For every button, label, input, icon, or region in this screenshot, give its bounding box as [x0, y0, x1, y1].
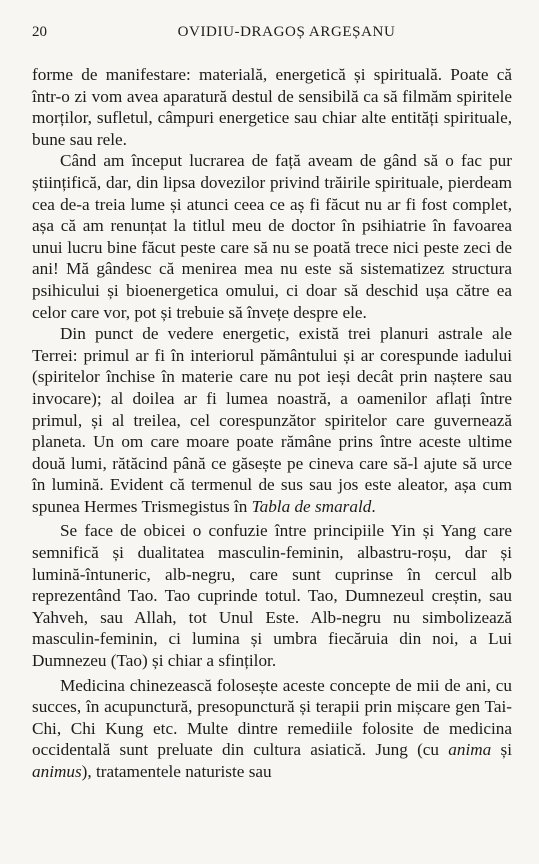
page-number: 20 [32, 24, 47, 40]
running-head: OVIDIU-DRAGOȘ ARGEȘANU [177, 24, 396, 40]
italic-text: animus [32, 762, 82, 781]
italic-text: anima [448, 740, 492, 760]
text-run: Din punct de vedere energetic, există trei planuri astrale ale Terrei: primul ar fi în interiorul pământului și ar corespunde iadului (spiritelor închise în materie care nu pot ieși decât prin naștere sau invocare); al doilea ar fi lumea noastră, a oamenilor aflați între primul, și al treilea, cel corespunzător spiritelor care guvernează planeta. Un om care moare poate rămâne prins între aceste ultime două lumi, rătăcind până ce găsește pe cineva care să-l ajute să urce în lumină. Evident că termenul de sus sau jos este aleator, așa cum spunea Hermes Trismegistus în [32, 324, 512, 516]
text-run: ), tratamentele naturiste sau [81, 762, 272, 781]
paragraph [32, 150, 512, 323]
body-text [32, 64, 512, 783]
paragraph [32, 520, 512, 671]
paragraph [32, 64, 512, 150]
text-run: . [371, 496, 376, 516]
italic-text: Tabla de smarald [251, 496, 372, 516]
text-run: Când am început lucrarea de față aveam de gând să o fac pur științifică, dar, din lipsa dovezilor privind trăirile spirituale, pierdeam cea de-a treia lume și atunci ceea ce aș fi făcut nu ar fi fost complet, așa că am renunțat la titlul meu de doctor în psihiatrie în favoarea unui lucru bine făcut peste care să nu se poată trece nici peste zeci de ani! Mă gândesc că menirea mea nu este să sistematizez structura psihicului și bioenergetica omului, ci doar să deschid ușa către ea celor care vor, pot și trebuie să învețe despre ele. [32, 151, 512, 322]
text-run: forme de manifestare: materială, energetică și spirituală. Poate că într-o zi vom avea aparatură destul de sensibilă ca să filmăm spiritele morților, sufletul, câmpuri energetice sau chiar alte entități spirituale, bune sau rele. [32, 65, 512, 149]
text-run: și [491, 740, 512, 760]
page-header [32, 24, 511, 46]
paragraph [32, 675, 512, 783]
paragraph [32, 323, 512, 517]
text-run: Se face de obicei o confuzie între principiile Yin și Yang care semnifică și dualitatea masculin-feminin, albastru-roșu, dar și lumină-întuneric, alb-negru, care sunt cuprinse în cercul alb reprezentând Tao. Tao cuprinde totul. Tao, Dumnezeul creștin, sau Yahveh, sau Allah, tot Unul Este. Alb-negru nu simbolizează masculin-feminin, ci lumina și umbra fiecăruia din noi, a Lui Dumnezeu (Tao) și chiar a sfinților. [32, 521, 512, 671]
text-run: Medicina chinezească folosește aceste concepte de mii de ani, cu succes, în acupunctură, presopunctură și terapii prin mișcare gen Tai-Chi, Chi Kung etc. Multe dintre remediile folosite de medicina occidentală sunt preluate din cultura asiatică. Jung (cu [32, 675, 512, 760]
